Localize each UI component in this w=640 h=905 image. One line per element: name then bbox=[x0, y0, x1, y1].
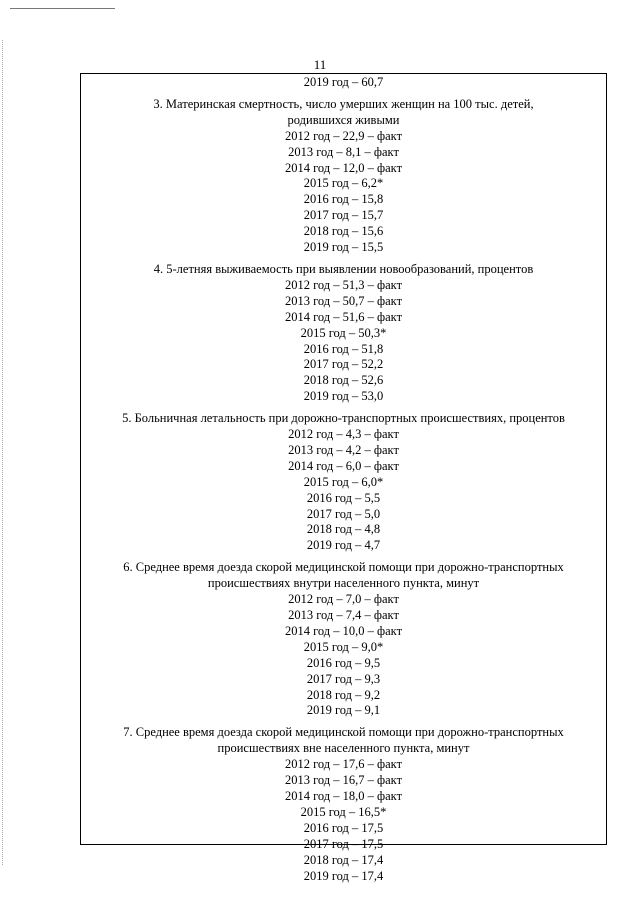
indicator-title bbox=[80, 262, 607, 278]
year-value: 2014 год – 10,0 – факт bbox=[284, 623, 403, 638]
indicator-values bbox=[80, 129, 607, 256]
year-value: 2019 год – 9,1 bbox=[306, 703, 381, 718]
indicator-title bbox=[80, 560, 607, 592]
indicator-values bbox=[80, 427, 607, 554]
year-value: 2013 год – 7,4 – факт bbox=[288, 608, 399, 622]
indicator-title-line: 6. Среднее время доезда скорой медицинской помощи при дорожно-транспортных bbox=[123, 560, 564, 575]
document-body bbox=[80, 75, 607, 884]
year-value: 2019 год – 53,0 bbox=[303, 389, 384, 404]
year-value: 2017 год – 17,5 bbox=[303, 836, 384, 851]
corner-rule bbox=[10, 8, 115, 9]
year-value: 2013 год – 8,1 – факт bbox=[288, 144, 399, 159]
indicator-values bbox=[80, 592, 607, 719]
indicator-section bbox=[80, 262, 607, 405]
year-value: 2013 год – 50,7 – факт bbox=[284, 293, 403, 308]
indicator-title-line: происшествиях внутри населенного пункта, минут bbox=[207, 576, 480, 591]
year-value: 2012 год – 7,0 – факт bbox=[288, 592, 399, 607]
scan-edge bbox=[2, 40, 3, 865]
year-value: 2013 год – 16,7 – факт bbox=[284, 773, 403, 788]
indicator-section bbox=[80, 97, 607, 256]
page-number: 11 bbox=[313, 57, 327, 72]
indicator-title bbox=[80, 411, 607, 427]
year-value: 2016 год – 9,5 bbox=[306, 655, 381, 670]
year-value: 2016 год – 17,5 bbox=[303, 820, 384, 835]
year-value: 2019 год – 4,7 bbox=[306, 538, 381, 553]
indicator-title bbox=[80, 725, 607, 757]
year-value: 2012 год – 22,9 – факт bbox=[284, 128, 403, 143]
year-value: 2013 год – 4,2 – факт bbox=[288, 442, 399, 457]
carryover-value: 2019 год – 60,7 bbox=[303, 75, 384, 89]
year-value: 2016 год – 51,8 bbox=[303, 341, 384, 356]
year-value: 2012 год – 17,6 – факт bbox=[284, 757, 403, 772]
year-value: 2019 год – 17,4 bbox=[303, 868, 384, 883]
year-value: 2015 год – 16,5* bbox=[300, 804, 387, 819]
indicator-title-line: происшествиях вне населенного пункта, минут bbox=[217, 741, 470, 756]
indicator-title-line: 7. Среднее время доезда скорой медицинской помощи при дорожно-транспортных bbox=[123, 725, 564, 740]
year-value: 2012 год – 51,3 – факт bbox=[284, 277, 403, 292]
year-value: 2015 год – 9,0* bbox=[303, 639, 384, 654]
year-value: 2016 год – 15,8 bbox=[303, 192, 384, 207]
indicator-values bbox=[80, 278, 607, 405]
year-value: 2018 год – 17,4 bbox=[303, 852, 384, 867]
year-value: 2014 год – 12,0 – факт bbox=[284, 160, 403, 175]
year-value: 2016 год – 5,5 bbox=[306, 490, 381, 505]
year-value: 2014 год – 51,6 – факт bbox=[284, 309, 403, 324]
indicator-section bbox=[80, 411, 607, 554]
year-value: 2018 год – 4,8 bbox=[306, 522, 381, 537]
indicator-section bbox=[80, 560, 607, 719]
year-value: 2015 год – 50,3* bbox=[300, 325, 387, 340]
indicator-title-line: родившихся живыми bbox=[287, 112, 400, 127]
year-value: 2015 год – 6,2* bbox=[303, 176, 384, 191]
year-value: 2017 год – 9,3 bbox=[306, 671, 381, 686]
year-value: 2014 год – 6,0 – факт bbox=[288, 458, 399, 473]
year-value: 2015 год – 6,0* bbox=[303, 474, 384, 489]
year-value: 2018 год – 15,6 bbox=[303, 224, 384, 239]
indicator-title-line: 4. 5-летняя выживаемость при выявлении новообразований, процентов bbox=[153, 261, 534, 276]
year-value: 2018 год – 9,2 bbox=[306, 687, 381, 702]
year-value: 2014 год – 18,0 – факт bbox=[284, 788, 403, 803]
year-value: 2012 год – 4,3 – факт bbox=[288, 427, 399, 442]
year-value: 2019 год – 15,5 bbox=[303, 240, 384, 255]
year-value: 2017 год – 5,0 bbox=[306, 506, 381, 521]
year-value: 2017 год – 15,7 bbox=[303, 208, 384, 223]
indicator-values bbox=[80, 757, 607, 884]
indicator-section bbox=[80, 725, 607, 884]
indicator-title-line: 5. Больничная летальность при дорожно-транспортных происшествиях, процентов bbox=[122, 411, 565, 426]
indicator-title bbox=[80, 97, 607, 129]
year-value: 2017 год – 52,2 bbox=[303, 357, 384, 372]
indicator-title-line: 3. Материнская смертность, число умерших женщин на 100 тыс. детей, bbox=[153, 96, 534, 111]
year-value: 2018 год – 52,6 bbox=[303, 373, 384, 388]
